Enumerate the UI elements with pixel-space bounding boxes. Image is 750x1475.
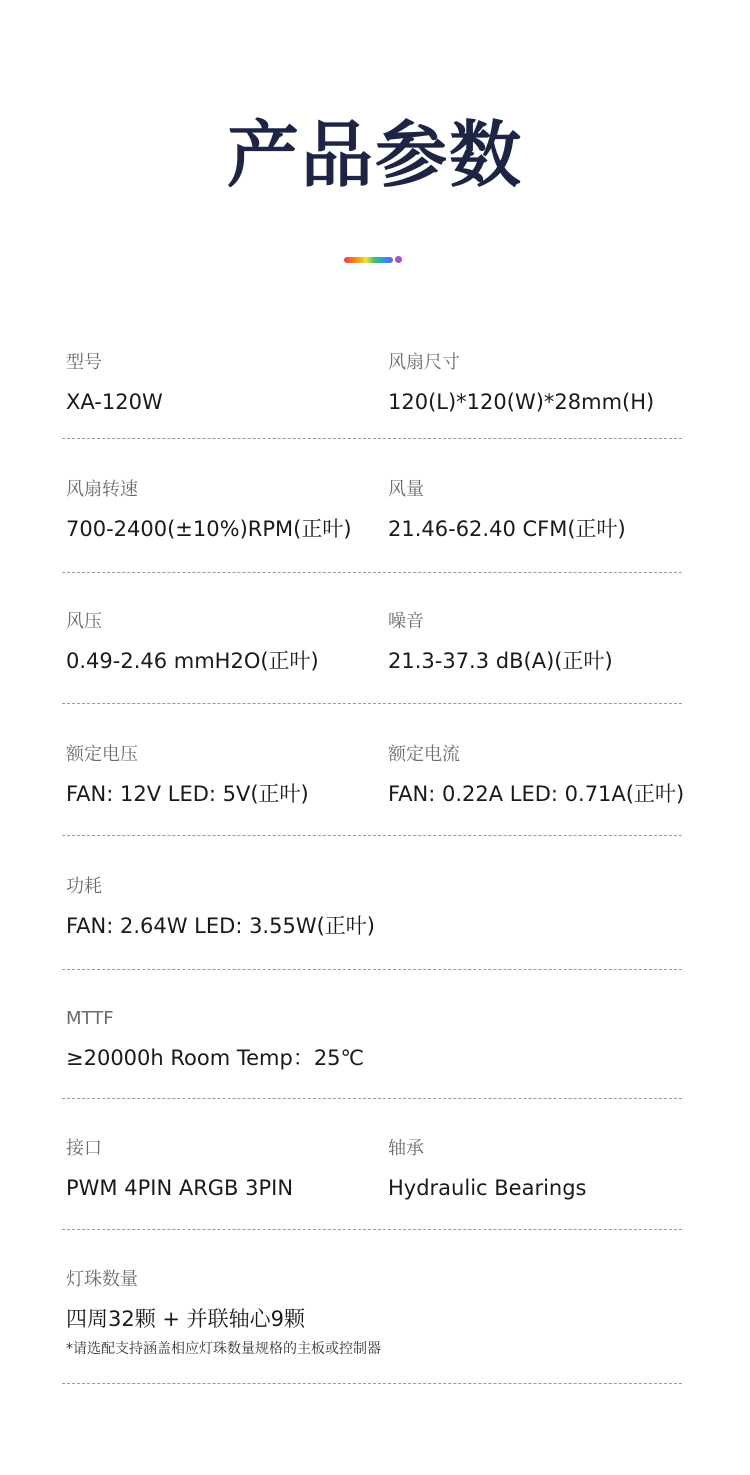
rainbow-bar xyxy=(344,257,393,263)
spec-label: 灯珠数量 xyxy=(66,1269,138,1290)
dashed-divider xyxy=(62,1383,682,1384)
spec-value: FAN: 0.22A LED: 0.71A(正叶) xyxy=(388,782,685,806)
spec-label: 风量 xyxy=(388,479,424,500)
spec-value: 21.46-62.40 CFM(正叶) xyxy=(388,517,626,541)
spec-model xyxy=(66,352,163,415)
spec-air-pressure xyxy=(66,611,319,674)
dashed-divider xyxy=(62,703,682,704)
page-title: 产品参数 xyxy=(226,113,523,197)
spec-value: Hydraulic Bearings xyxy=(388,1176,587,1200)
spec-value: 120(L)*120(W)*28mm(H) xyxy=(388,390,655,414)
dashed-divider xyxy=(62,835,682,836)
spec-value: 21.3-37.3 dB(A)(正叶) xyxy=(388,649,613,673)
spec-fan-size xyxy=(388,352,654,415)
dashed-divider xyxy=(62,1098,682,1099)
spec-label: 型号 xyxy=(66,352,102,373)
spec-bearing xyxy=(388,1138,587,1201)
spec-value: 700-2400(±10%)RPM(正叶) xyxy=(66,517,352,541)
spec-interface xyxy=(66,1138,293,1201)
spec-note: *请选配支持涵盖相应灯珠数量规格的主板或控制器 xyxy=(66,1341,381,1357)
spec-value: PWM 4PIN ARGB 3PIN xyxy=(66,1176,294,1200)
spec-value: XA-120W xyxy=(66,390,163,414)
spec-noise xyxy=(388,611,613,674)
spec-mttf xyxy=(66,1008,364,1071)
dashed-divider xyxy=(62,969,682,970)
spec-value: 四周32颗 + 并联轴心9颗 xyxy=(66,1307,306,1331)
spec-value: 0.49-2.46 mmH2O(正叶) xyxy=(66,649,319,673)
spec-value: ≥20000h Room Temp：25℃ xyxy=(66,1046,365,1070)
spec-label: 风扇尺寸 xyxy=(388,352,460,373)
spec-rated-current xyxy=(388,744,684,807)
spec-label: MTTF xyxy=(66,1008,114,1029)
spec-label: 额定电压 xyxy=(66,744,138,765)
spec-value: FAN: 2.64W LED: 3.55W(正叶) xyxy=(66,914,375,938)
spec-power-consumption xyxy=(66,876,375,939)
spec-rated-voltage xyxy=(66,744,309,807)
accent-dot xyxy=(395,256,402,263)
spec-label: 风压 xyxy=(66,611,102,632)
dashed-divider xyxy=(62,1229,682,1230)
dashed-divider xyxy=(62,572,682,573)
spec-label: 噪音 xyxy=(388,611,424,632)
spec-value: FAN: 12V LED: 5V(正叶) xyxy=(66,782,309,806)
spec-label: 功耗 xyxy=(66,876,102,897)
spec-led-count xyxy=(66,1269,381,1358)
spec-label: 轴承 xyxy=(388,1138,424,1159)
spec-airflow xyxy=(388,479,626,542)
accent-divider xyxy=(344,256,404,264)
spec-label: 风扇转速 xyxy=(66,479,138,500)
spec-label: 接口 xyxy=(66,1138,102,1159)
spec-fan-speed xyxy=(66,479,352,542)
dashed-divider xyxy=(62,438,682,439)
spec-label: 额定电流 xyxy=(388,744,460,765)
